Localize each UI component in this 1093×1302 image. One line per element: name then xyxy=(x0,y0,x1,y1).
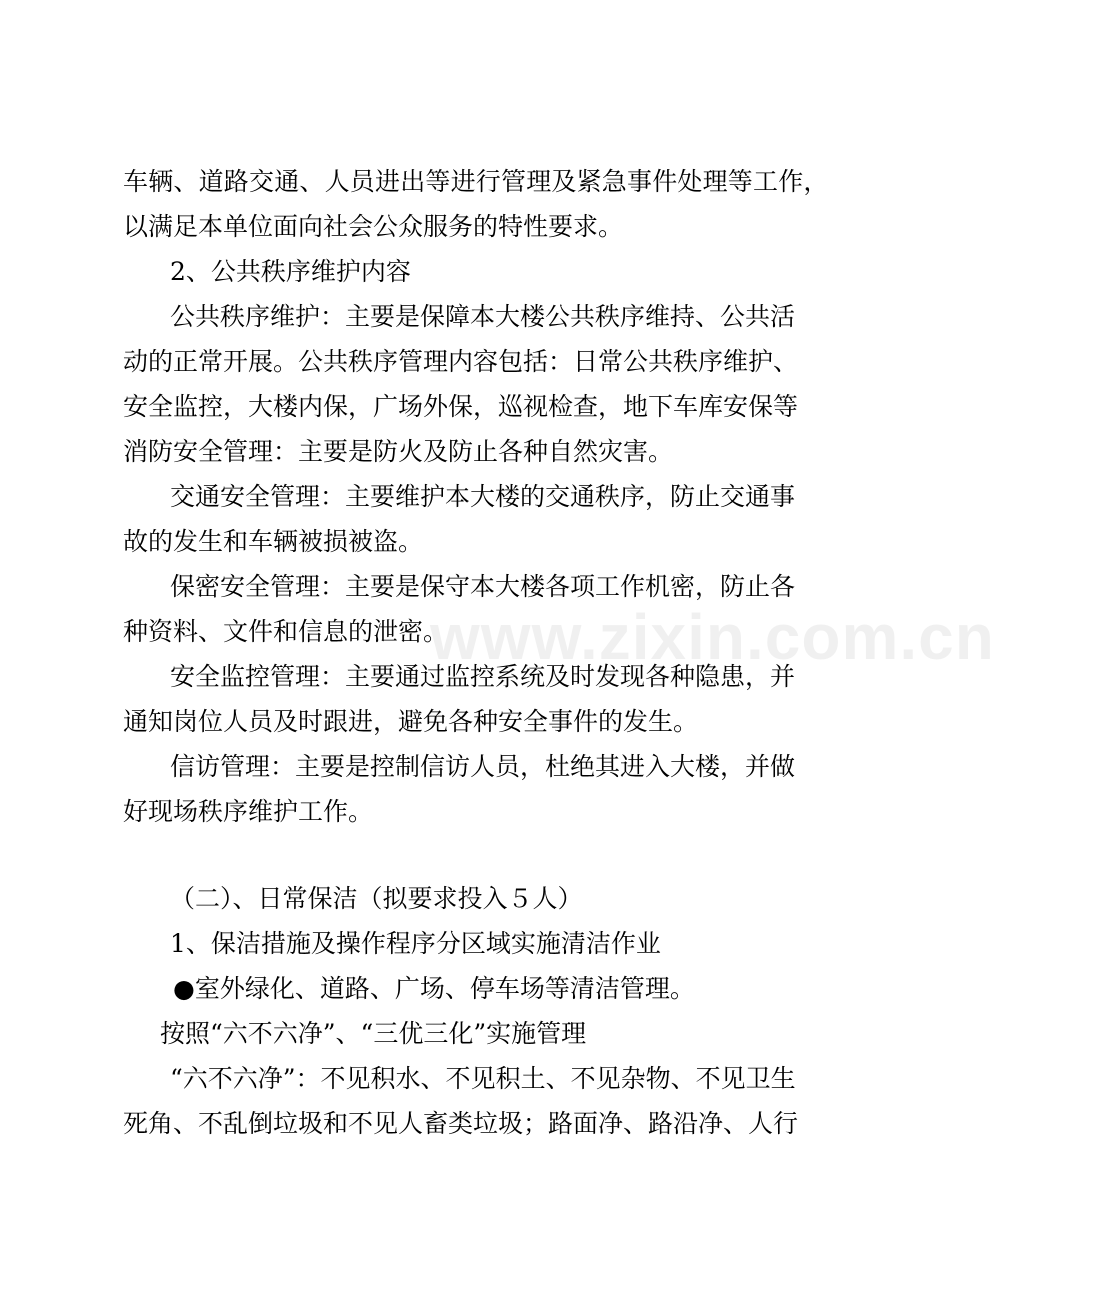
text-line: 好现场秩序维护工作。 xyxy=(123,797,374,826)
text-line: 按照“六不六净”、“三优三化”实施管理 xyxy=(160,1019,587,1048)
text-line: 消防安全管理：主要是防火及防止各种自然灾害。 xyxy=(123,437,674,466)
section-heading: （二）、日常保洁（拟要求投入５人） xyxy=(170,884,583,913)
text-line: 安全监控管理：主要通过监控系统及时发现各种隐患，并 xyxy=(170,662,796,691)
text-line: 以满足本单位面向社会公众服务的特性要求。 xyxy=(123,212,624,241)
text-line: 通知岗位人员及时跟进，避免各种安全事件的发生。 xyxy=(123,707,699,736)
text-line: 车辆、道路交通、人员进出等进行管理及紧急事件处理等工作， xyxy=(123,167,829,196)
text-line: 安全监控，大楼内保，广场外保，巡视检查，地下车库安保等 xyxy=(123,392,799,421)
section-heading: 1、保洁措施及操作程序分区域实施清洁作业 xyxy=(170,929,661,958)
section-heading: 2、公共秩序维护内容 xyxy=(170,257,411,286)
text-line: 公共秩序维护：主要是保障本大楼公共秩序维持、公共活 xyxy=(170,302,796,331)
text-line: 信访管理：主要是控制信访人员，杜绝其进入大楼，并做 xyxy=(170,752,796,781)
text-line: 死角、不乱倒垃圾和不见人畜类垃圾；路面净、路沿净、人行 xyxy=(123,1109,799,1138)
text-line: 故的发生和车辆被损被盗。 xyxy=(123,527,424,556)
text-line: 保密安全管理：主要是保守本大楼各项工作机密，防止各 xyxy=(170,572,796,601)
text-line: 种资料、文件和信息的泄密。 xyxy=(123,617,449,646)
text-line: 交通安全管理：主要维护本大楼的交通秩序，防止交通事 xyxy=(170,482,796,511)
bullet-item: ●室外绿化、道路、广场、停车场等清洁管理。 xyxy=(173,974,695,1003)
watermark: www.zixin.com.cn xyxy=(430,601,995,673)
text-line: 动的正常开展。公共秩序管理内容包括：日常公共秩序维护、 xyxy=(123,347,799,376)
text-line: “六不六净”：不见积水、不见积土、不见杂物、不见卫生 xyxy=(170,1064,796,1093)
